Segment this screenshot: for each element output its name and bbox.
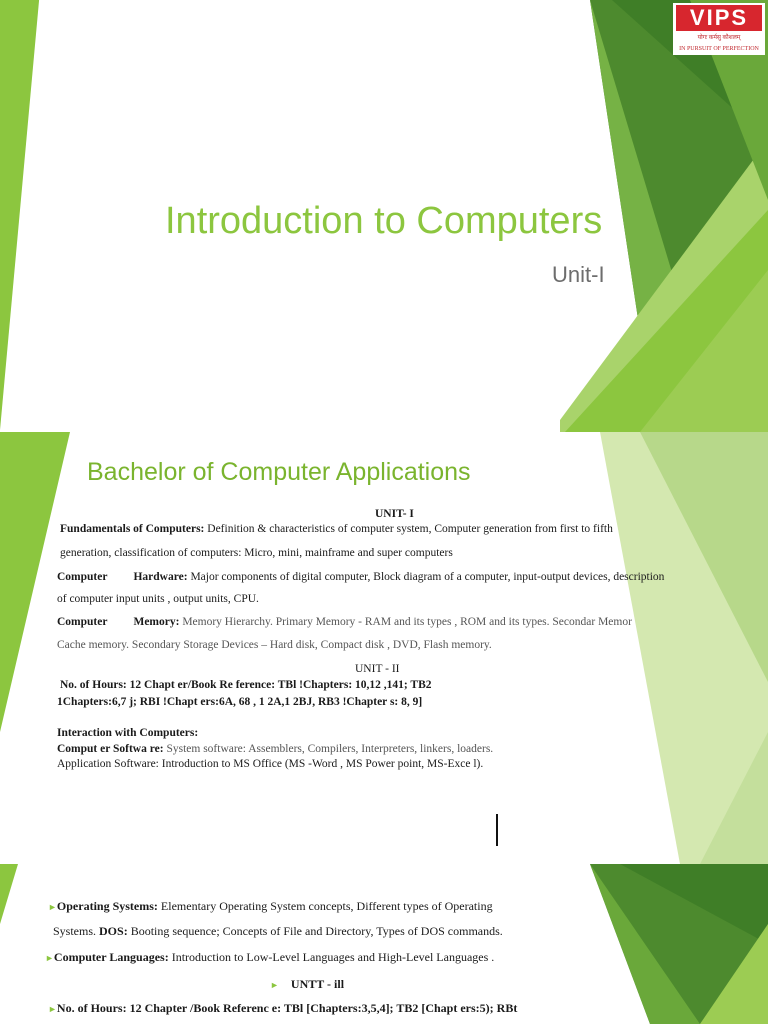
hours-line: [48, 1001, 517, 1016]
topic-text: System software: Assemblers, Compilers, Interpreters, linkers, loaders.: [163, 743, 494, 755]
syllabus-paragraph: [57, 742, 493, 756]
title-slide: [0, 0, 768, 432]
topic-label: Computer: [57, 571, 108, 583]
hours-line: No. of Hours: 12 Chapt er/Book Re ference: TBl !Chapters: 10,12 ,141; TB2: [60, 679, 432, 691]
topic-text: Major components of digital computer, Block diagram of a computer, input-output devices, description: [187, 571, 665, 583]
bullet-icon: ►: [45, 953, 54, 963]
topic-label: Computer: [57, 616, 108, 628]
syllabus-paragraph: [60, 522, 613, 536]
syllabus-paragraph: [53, 924, 503, 938]
slide-subtitle: Unit-I: [552, 262, 605, 287]
syllabus-paragraph: [57, 570, 664, 584]
topic-label: Operating Systems:: [56, 899, 158, 913]
topic-label: Comput er Softwa re:: [57, 743, 164, 755]
topic-text: Definition & characteristics of computer system, Computer generation from first to fifth: [204, 523, 613, 535]
topic-label: Fundamentals of Computers:: [60, 523, 205, 535]
unit-heading: UNTT - ill: [290, 977, 345, 991]
section-heading: Interaction with Computers:: [57, 727, 199, 739]
syllabus-line: generation, classification of computers: Micro, mini, mainframe and super computers: [60, 547, 453, 559]
topic-text: Introduction to Low-Level Languages and High-Level Languages .: [168, 950, 495, 964]
hours-line: 1Chapters:6,7 j; RBI !Chapt ers:6A, 68 , 1 2A,1 2BJ, RB3 !Chapter s: 8, 9]: [57, 696, 423, 708]
topic-label: Computer Languages:: [53, 950, 169, 964]
syllabus-line: Application Software: Introduction to MS Office (MS -Word , MS Power point, MS-Exce l).: [57, 758, 484, 770]
topic-text: Booting sequence; Concepts of File and Directory, Types of DOS commands.: [127, 924, 503, 938]
unit-heading: UNIT- I: [375, 508, 414, 520]
unit-heading-line: [270, 977, 344, 992]
topic-label: Hardware:: [133, 571, 188, 583]
logo-wordmark: VIPS: [676, 5, 762, 31]
syllabus-paragraph: [48, 899, 493, 914]
logo-motto: योगः कर्मसु कौशलम्: [697, 35, 741, 41]
hours-text: No. of Hours: 12 Chapter /Book Referenc e: TBl [Chapters:3,5,4]; TB2 [Chapt ers:5); RBt: [56, 1001, 518, 1015]
text-cursor: [496, 814, 498, 846]
syllabus-paragraph: [45, 950, 494, 965]
topic-label: Memory:: [133, 616, 180, 628]
unit-heading: UNIT - II: [355, 663, 400, 675]
slide-title: Introduction to Computers: [165, 200, 603, 242]
syllabus-line: of computer input units , output units, CPU.: [57, 593, 259, 605]
bullet-icon: ►: [270, 980, 279, 990]
logo-tagline: IN PURSUIT OF PERFECTION: [679, 46, 759, 52]
slide-title: Bachelor of Computer Applications: [87, 458, 471, 486]
topic-text: Memory Hierarchy. Primary Memory - RAM and its types , ROM and its types. Secondar Memor: [179, 616, 632, 628]
topic-text: Systems.: [53, 924, 100, 938]
slide-decoration: [0, 864, 768, 1024]
syllabus-line: Cache memory. Secondary Storage Devices – Hard disk, Compact disk , DVD, Flash memory.: [57, 639, 492, 651]
bullet-icon: ►: [48, 902, 57, 912]
bullet-icon: ►: [48, 1004, 57, 1014]
vips-logo: [673, 3, 765, 55]
topic-text: Elementary Operating System concepts, Different types of Operating: [157, 899, 493, 913]
topic-label: DOS:: [99, 924, 128, 938]
syllabus-slide: [0, 432, 768, 864]
syllabus-paragraph: [57, 615, 632, 629]
continuation-slide: [0, 864, 768, 1024]
